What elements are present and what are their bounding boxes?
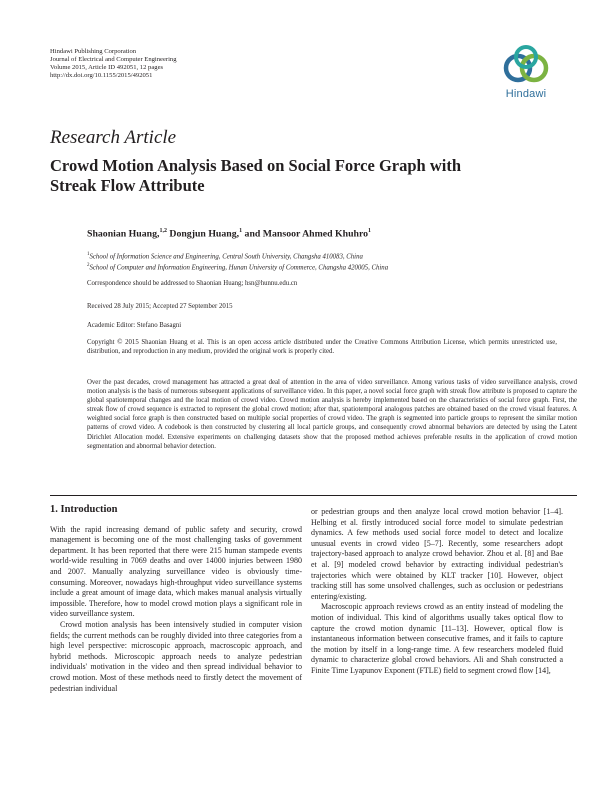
academic-editor: Academic Editor: Stefano Basagni — [87, 322, 182, 329]
publisher-name: Hindawi Publishing Corporation — [50, 48, 137, 55]
volume-info: Volume 2015, Article ID 492051, 12 pages — [50, 64, 164, 71]
author-name: and Mansoor Ahmed Khuhro — [242, 228, 369, 240]
author-affiliation-mark: 1,2 — [159, 228, 167, 234]
body-paragraph: or pedestrian groups and then analyze local crowd motion behavior [1–4]. Helbing et al. firstly introduced social force model to simulate pedestrian dynamics. A few methods used social force model to detect and localize unusual events in crowd video [5–7]. Recently, some researchers adopt trajectory-based approach to analyze crowd behavior. Zhou et al. [8] and Bae et al. [9] modeled crowd behavior by extracting individual pedestrian's trajectories which were obtained by KLT tracker [10]. However, object tracking still has some unsolved challenges, such as occlusion or pedestrians entering/existing. — [311, 507, 563, 601]
affiliations — [87, 250, 557, 273]
affiliation-mark: 2 — [87, 263, 90, 269]
section-divider — [50, 495, 577, 496]
doi-link[interactable]: http://dx.doi.org/10.1155/2015/492051 — [50, 72, 153, 79]
affiliation-text: School of Computer and Information Engineering, Hunan University of Commerce, Changsha 420005, China — [89, 264, 389, 272]
article-type: Research Article — [50, 127, 177, 148]
author-name: Shaonian Huang, — [87, 228, 160, 240]
received-accepted-dates: Received 28 July 2015; Accepted 27 September 2015 — [87, 303, 233, 310]
affiliation-line — [87, 261, 557, 272]
body-paragraph: With the rapid increasing demand of public safety and security, crowd management is becoming one of the most challenging tasks of government department. It has been reported that there were 215 human stampede events world-wide resulting in 7069 deaths and over 14000 injuries between 1980 and 2007. Manually analyzing surveillance video is obviously time-consuming. Moreover, nowadays high-throughput video surveillance systems include a great amount of image data, which makes manual analysis virtually impossible. Therefore, how to model crowd motion plays a significant role in video surveillance system. — [50, 524, 302, 619]
paper-title: Crowd Motion Analysis Based on Social Force Graph with Streak Flow Attribute — [50, 156, 462, 195]
author-list — [87, 228, 371, 239]
correspondence-note: Correspondence should be addressed to Shaonian Huang; hsn@hunnu.edu.cn — [87, 280, 298, 287]
section-heading: 1. Introduction — [50, 504, 118, 515]
copyright-notice: Copyright © 2015 Shaonian Huang et al. This is an open access article distributed under the Creative Commons Attribution License, which permits unrestricted use, distribution, and reproduction in any medium, provided the original work is properly cited. — [87, 339, 557, 355]
journal-name: Journal of Electrical and Computer Engineering — [50, 56, 177, 63]
logo-wordmark: Hindawi — [505, 88, 547, 100]
affiliation-line — [87, 250, 557, 261]
author-affiliation-mark: 1 — [239, 228, 243, 234]
body-column-left — [50, 505, 302, 694]
affiliation-text: School of Information Science and Engineering, Central South University, Changsha 410083, China — [89, 253, 363, 261]
author-affiliation-mark: 1 — [368, 228, 372, 234]
body-column-right — [311, 507, 563, 677]
hindawi-logo-icon — [502, 44, 550, 86]
affiliation-mark: 1 — [87, 252, 90, 257]
publication-metadata — [50, 48, 177, 80]
abstract: Over the past decades, crowd management has attracted a great deal of attention in the area of video surveillance. Among various tasks of video surveillance analysis, crowd motion analysis is the basis of numerous subsequent applications of surveillance video. In this paper, a novel social force graph with streak flow attribute is proposed to capture the global spatiotemporal changes and the local motion of crowd video. Crowd motion analysis is hereby implemented based on the characteristics of social force graph. First, the streak flow of crowd sequence is extracted to represent the global crowd motion; after that, spatiotemporal analogous patches are obtained based on the crowd visual features. A weighted social force graph is then constructed based on multiple social properties of crowd video. The graph is segmented into particle groups to represent the similar motion patterns of crowd video. A codebook is then constructed by clustering all local particle groups, and consequently crowd abnormal behaviors are detected by using the Latent Dirichlet Allocation model. Extensive experiments on challenging datasets show that the proposed method achieves preferable results in the application of crowd motion segmentation and abnormal behavior detection. — [87, 379, 577, 450]
body-paragraph: Macroscopic approach reviews crowd as an entity instead of modeling the motion of individual. This kind of algorithms usually takes optical flow to capture the crowd motion dynamic [11–13]. However, optical flow is instantaneous information between consecutive frames, and it fails to capture the motion by itself in a long-range time. A few researchers modeled fluid dynamic to characterize global crowd behaviors. Ali and Shah constructed a Finite Time Lyapunov Exponent (FTLE) field to segment crowd flow [14], — [311, 602, 563, 675]
body-paragraph: Crowd motion analysis has been intensively studied in computer vision fields; the current methods can be roughly divided into three categories from a high level perspective: microscopic approach, macroscopic approach, and hybrid methods. Microscopic approach needs to analyze pedestrian individuals' motivation in the video and then spread individual behavior to crowd motion. Most of these methods need to firstly detect the movement of pedestrian individual — [50, 619, 302, 693]
author-name: Dongjun Huang, — [166, 228, 240, 240]
hindawi-logo — [496, 44, 556, 106]
